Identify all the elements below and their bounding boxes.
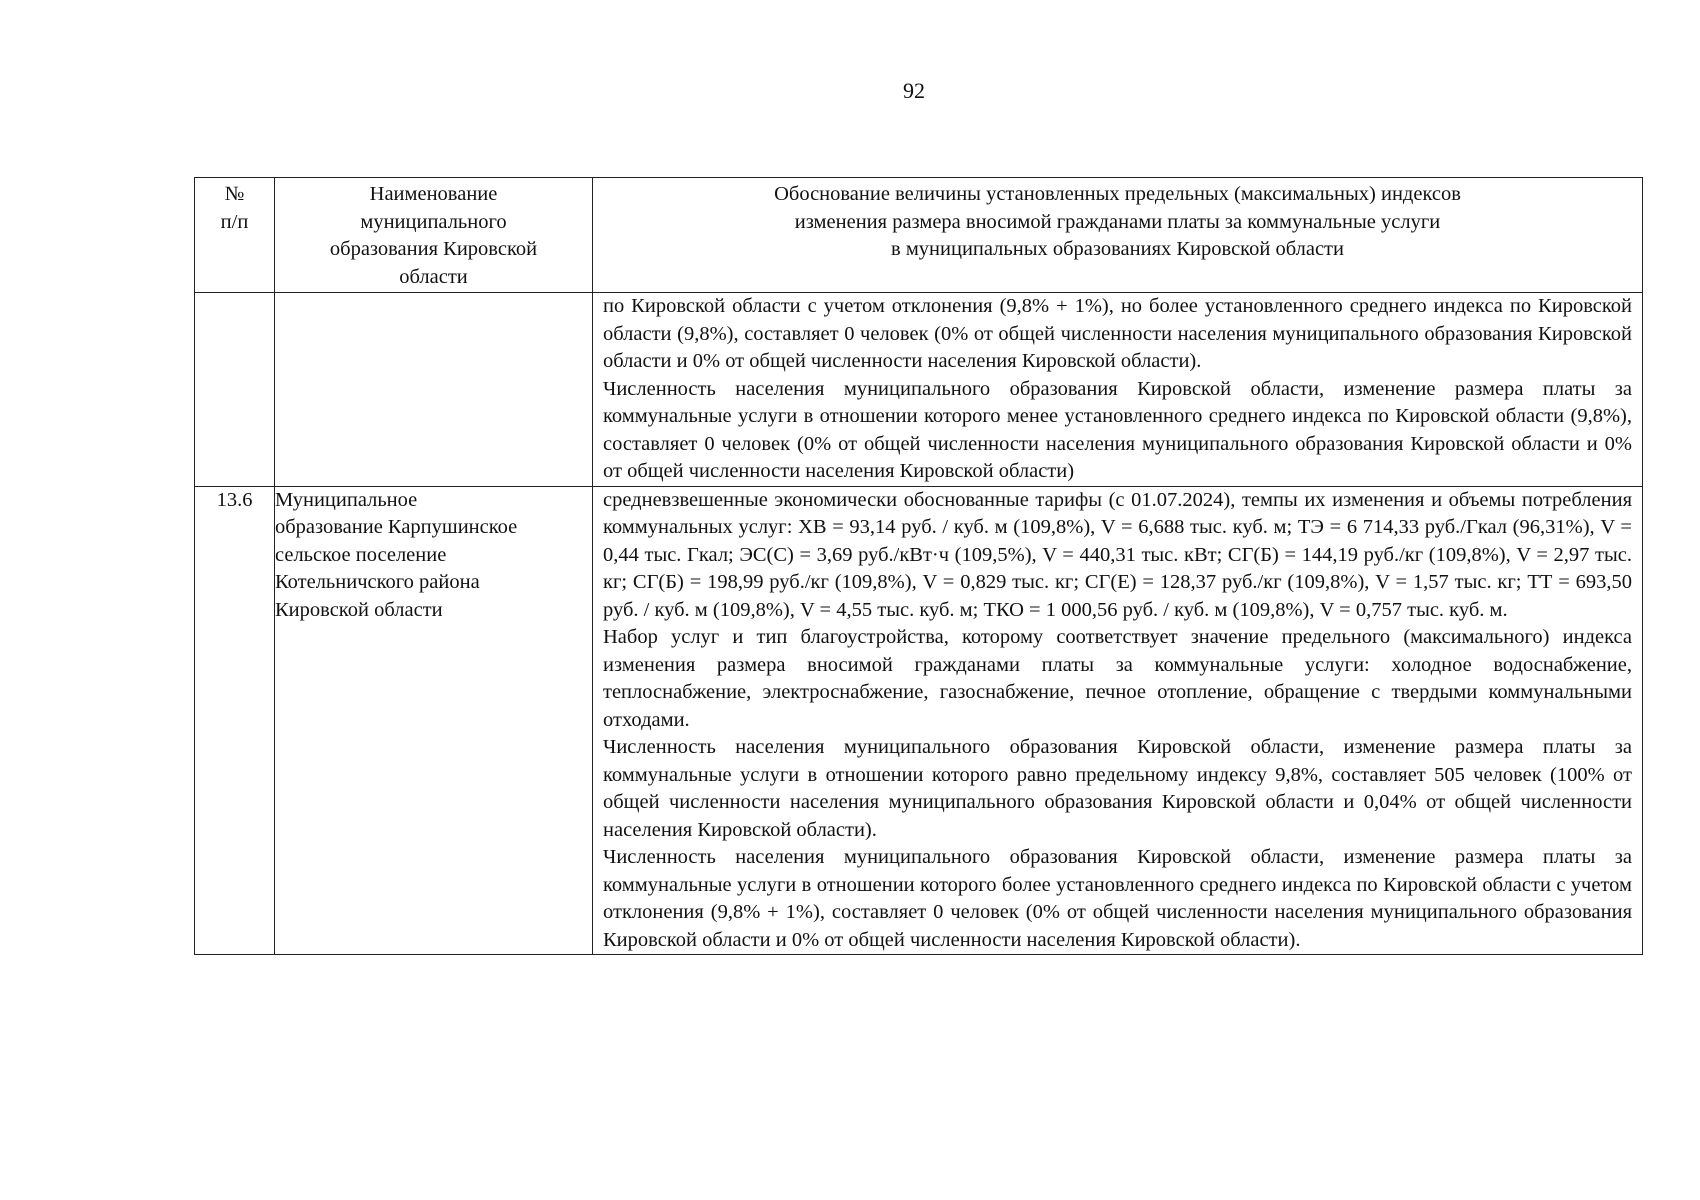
municipality-name-line: образование Карпушинское (275, 516, 518, 538)
row-number-cell: 13.6 (195, 486, 275, 955)
tariffs-paragraph: средневзвешенные экономически обоснованные тарифы (с 01.07.2024), темпы их изменения и объемы потребления коммунальных услуг: ХВ = 93,14 руб. / куб. м (109,8%), V = 6,688 тыс. куб. м; ТЭ = 6 714,33 руб./Гкал (96,31%), V = 0,44 тыс. Гкал; ЭС(С) = 3,69 руб./кВт·ч (109,5%), V = 440,31 тыс. кВт; СГ(Б) = 144,19 руб./кг (109,8%), V = 2,97 тыс. кг; СГ(Б) = 198,99 руб./кг (109,8%), V = 0,829 тыс. кг; СГ(Е) = 128,37 руб./кг (109,8%), V = 1,57 тыс. кг; ТТ = 693,50 руб. / куб. м (109,8%), V = 4,55 тыс. куб. м; ТКО = 1 000,56 руб. / куб. м (109,8%), V = 0,757 тыс. куб. м. (603, 488, 1632, 621)
header-number (195, 178, 275, 293)
header-number-line: № (224, 183, 245, 205)
municipality-name-line: Кировской области (275, 598, 443, 621)
header-number-line: п/п (220, 210, 249, 233)
header-name-line: муниципального (360, 210, 507, 233)
header-justification-line: Обоснование величины установленных предельных (максимальных) индексов (774, 183, 1461, 205)
header-name-line: области (399, 265, 468, 288)
row-justification-cell (593, 293, 1643, 487)
page-number: 92 (903, 78, 925, 103)
index-justification-table (194, 177, 1643, 955)
header-justification (593, 178, 1643, 293)
table-row (195, 293, 1643, 487)
header-name-line: Наименование (369, 183, 498, 205)
justification-paragraph: Численность населения муниципального образования Кировской области, изменение размера платы за коммунальные услуги в отношении которого менее установленного среднего индекса по Кировской области (9,8%), составляет 0 человек (0% от общей численности населения муниципального образования Кировской области и 0% от общей численности населения Кировской области) (603, 377, 1632, 482)
population-equal-paragraph: Численность населения муниципального образования Кировской области, изменение размера платы за коммунальные услуги в отношении которого равно предельному индексу 9,8%, составляет 505 человек (100% от общей численности населения муниципального образования Кировской области и 0,04% от общей численности населения Кировской области). (603, 736, 1632, 841)
population-above-paragraph: Численность населения муниципального образования Кировской области, изменение размера платы за коммунальные услуги в отношении которого более установленного среднего индекса по Кировской области с учетом отклонения (9,8% + 1%), составляет 0 человек (0% от общей численности населения муниципального образования Кировской области и 0% от общей численности населения Кировской области). (603, 846, 1632, 951)
row-justification-cell (593, 486, 1643, 955)
row-number-cell (195, 293, 275, 487)
header-justification-line: в муниципальных образованиях Кировской области (891, 238, 1344, 260)
municipality-name-line: Муниципальное (275, 488, 418, 511)
header-name-line: образования Кировской (329, 238, 538, 260)
justification-paragraph: по Кировской области с учетом отклонения (9,8% + 1%), но более установленного среднего индекса по Кировской области (9,8%), составляет 0 человек (0% от общей численности населения муниципального образования Кировской области и 0% от общей численности населения Кировской области). (603, 295, 1632, 372)
row-name-cell (275, 486, 593, 955)
table-row (195, 486, 1643, 955)
header-municipality-name (275, 178, 593, 293)
municipality-name-line: сельское поселение (275, 543, 447, 566)
header-justification-line: изменения размера вносимой гражданами платы за коммунальные услуги (794, 210, 1441, 233)
services-paragraph: Набор услуг и тип благоустройства, которому соответствует значение предельного (максимального) индекса изменения размера вносимой гражданами платы за коммунальные услуги: холодное водоснабжение, теплоснабжение, электроснабжение, газоснабжение, печное отопление, обращение с твердыми коммунальными отходами. (603, 626, 1632, 731)
table-header-row (195, 178, 1643, 293)
row-name-cell (275, 293, 593, 487)
municipality-name-line: Котельничского района (275, 571, 480, 593)
